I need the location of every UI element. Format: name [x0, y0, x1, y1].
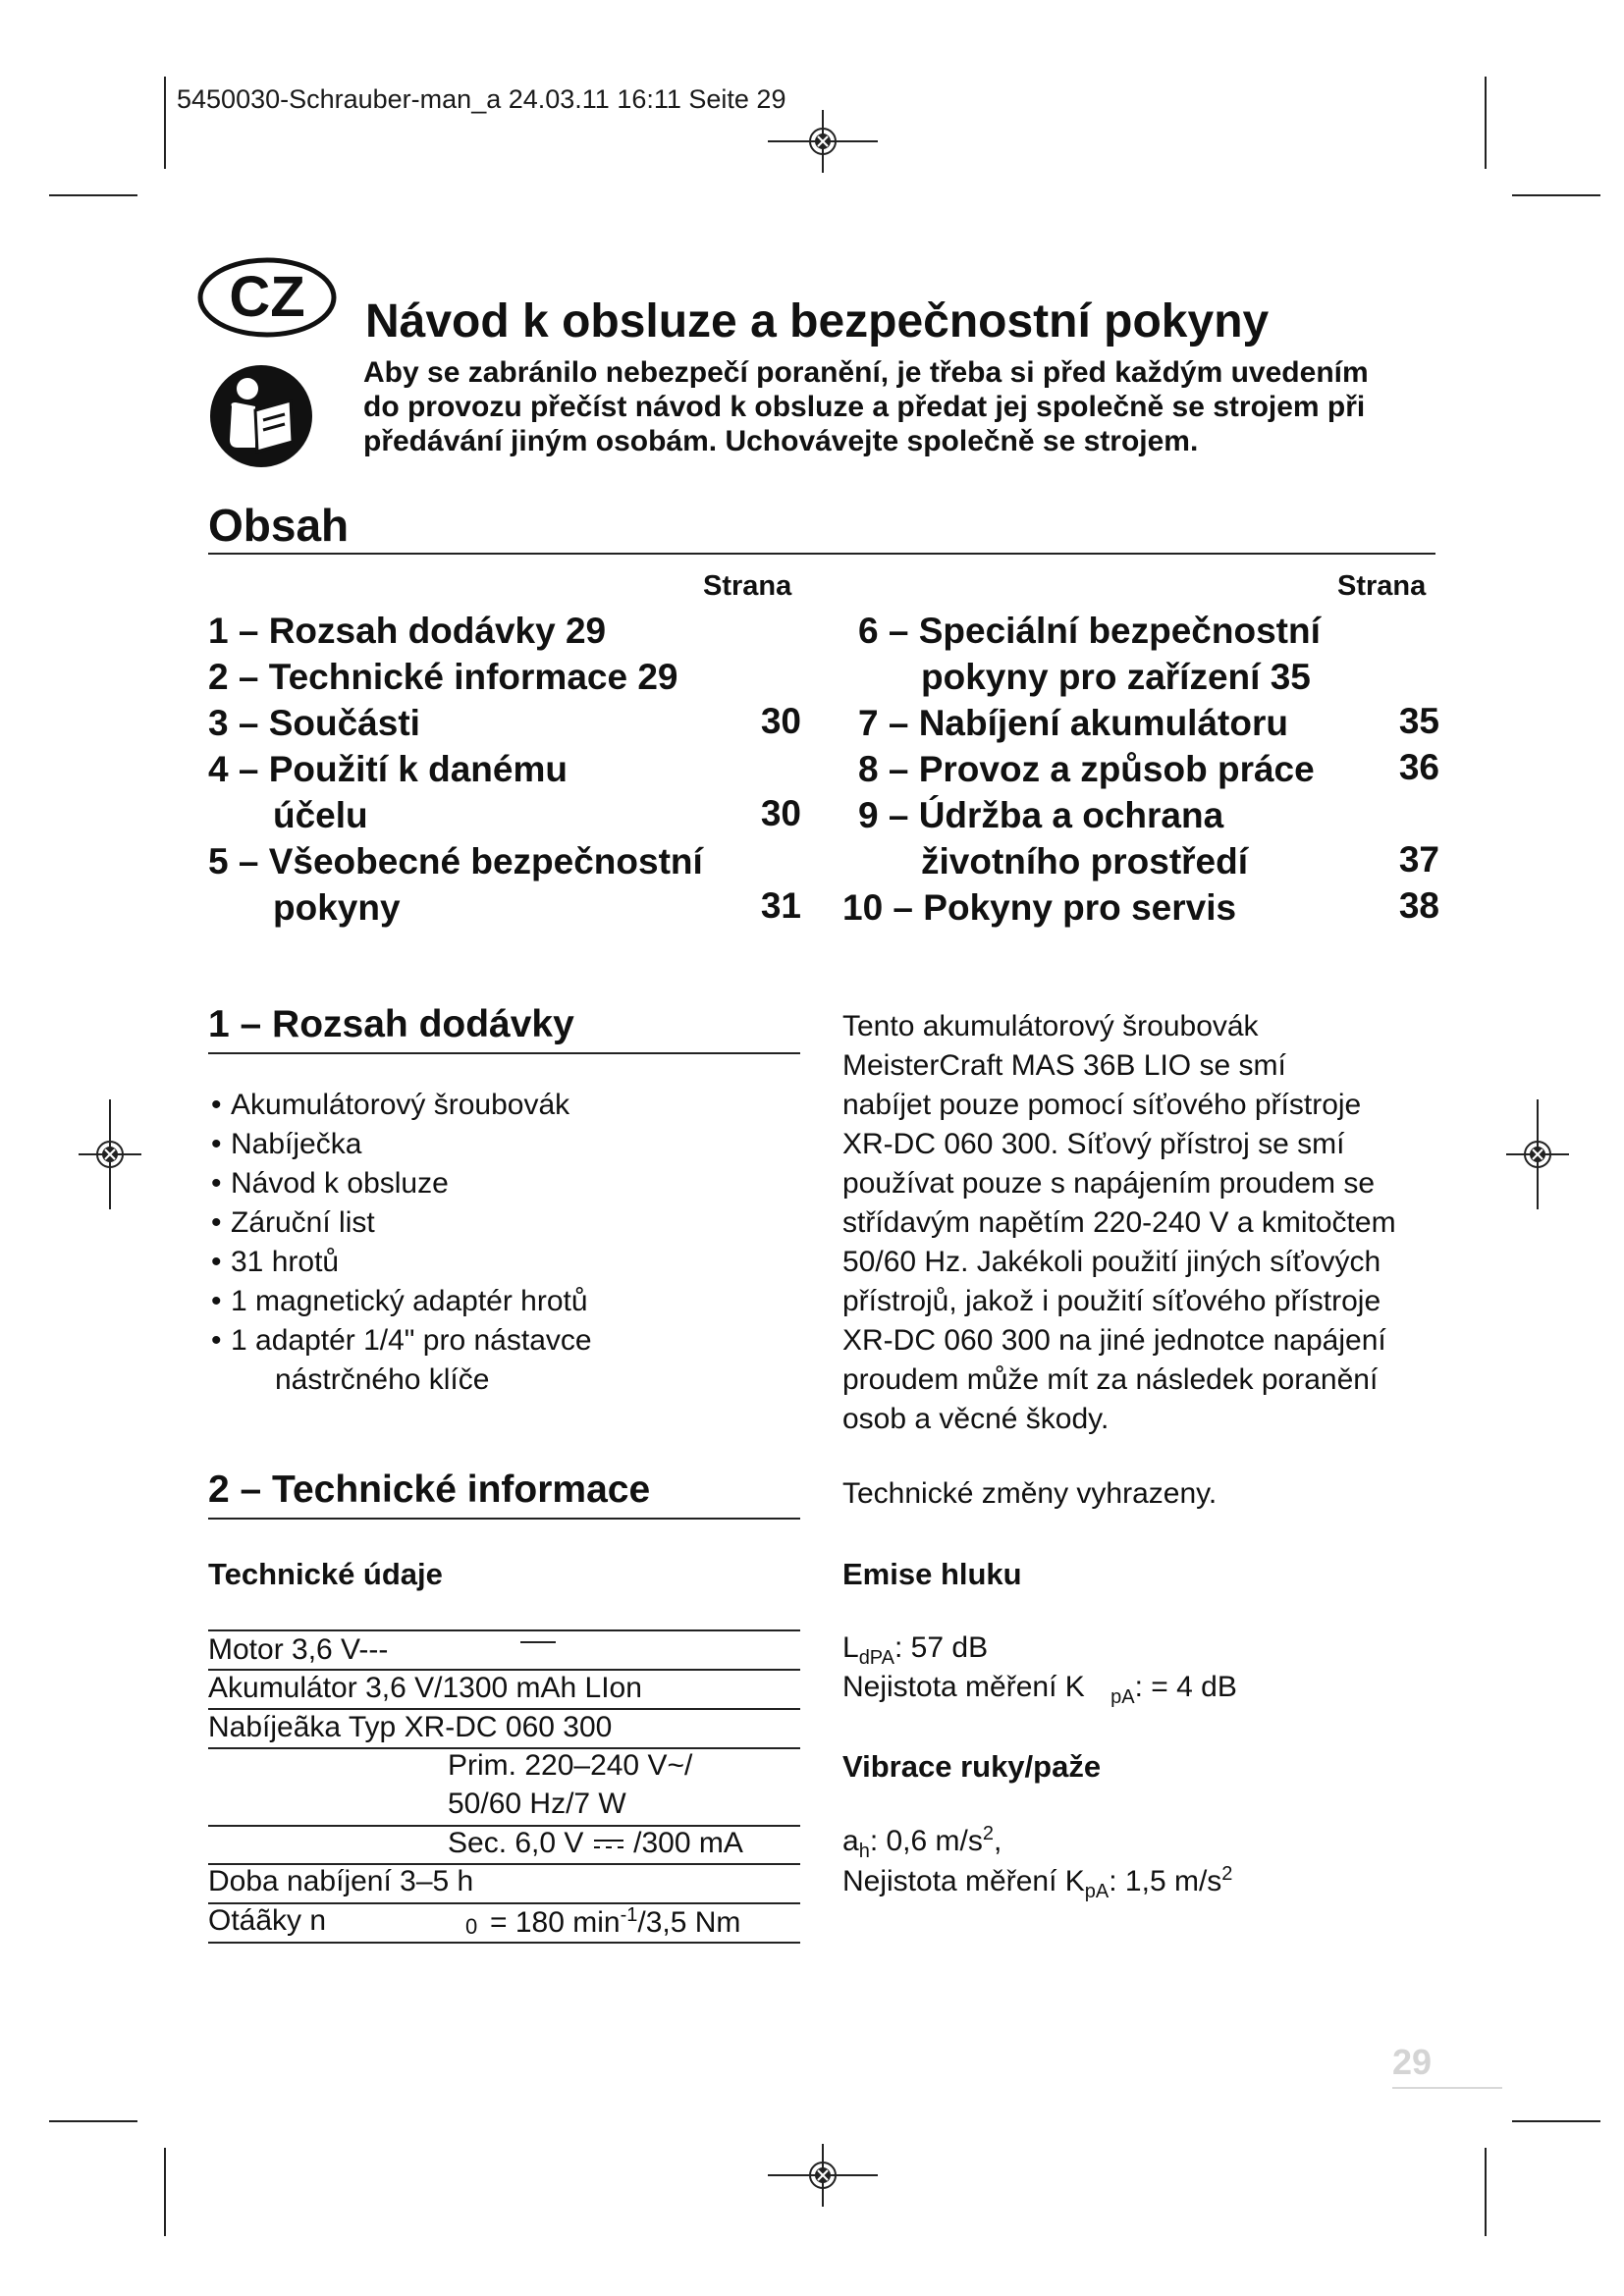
- divider: [208, 553, 1435, 555]
- table-rule: [208, 1942, 800, 1944]
- vibration-uncertainty-exponent: 2: [1221, 1863, 1233, 1885]
- spec-secondary-current: /300 mA: [633, 1827, 743, 1859]
- noise-subscript: dPA: [858, 1647, 895, 1669]
- toc-item: pokyny pro zařízení 35: [921, 657, 1311, 697]
- crop-mark: [1485, 77, 1487, 169]
- divider: [208, 1518, 800, 1520]
- toc-item-page: 31: [760, 885, 801, 926]
- technical-changes-note: Technické změny vyhrazeny.: [842, 1477, 1218, 1510]
- page-title: Návod k obsluze a bezpečnostní pokyny: [365, 295, 1270, 347]
- spec-speed: [208, 1904, 797, 1938]
- spec-motor: Motor 3,6 V---: [208, 1633, 389, 1666]
- crop-mark: [164, 77, 166, 169]
- toc-item: 10 – Pokyny pro servis: [842, 887, 1237, 928]
- text-line: používat pouze s napájením proudem se: [842, 1167, 1376, 1200]
- text-line: Tento akumulátorový šroubovák: [842, 1010, 1259, 1042]
- text-line: osob a věcné škody.: [842, 1403, 1110, 1435]
- table-rule: [208, 1669, 800, 1671]
- vibration-exponent: 2: [982, 1823, 994, 1844]
- section-heading: 1 – Rozsah dodávky: [208, 1003, 574, 1045]
- spec-speed-subscript: 0: [465, 1914, 478, 1939]
- list-item: • 1 magnetický adaptér hrotů: [211, 1285, 588, 1317]
- country-code-text: CZ: [229, 265, 305, 329]
- vibration-subscript: h: [858, 1841, 870, 1862]
- noise-uncertainty-label: Nejistota měření K: [842, 1671, 1085, 1703]
- crop-mark: [1512, 2120, 1600, 2122]
- spec-primary: Prim. 220–240 V~/: [448, 1749, 693, 1782]
- noise-level: [842, 1631, 988, 1670]
- toc-item: 5 – Všeobecné bezpečnostní: [208, 841, 703, 881]
- text-line: MeisterCraft MAS 36B LIO se smí: [842, 1049, 1286, 1082]
- list-item-text: Akumulátorový šroubovák: [231, 1089, 570, 1121]
- intro-line: Aby se zabránilo nebezpečí poranění, je třeba si před každým uvedením: [363, 356, 1369, 389]
- list-item-continuation: nástrčného klíče: [275, 1363, 490, 1396]
- intro-line: předávání jiným osobám. Uchovávejte společně se strojem.: [363, 425, 1199, 457]
- text-line: střídavým napětím 220-240 V a kmitočtem: [842, 1206, 1396, 1239]
- list-item-text: 1 adaptér 1/4" pro nástavce: [231, 1324, 592, 1357]
- crop-mark: [49, 2120, 137, 2122]
- toc-page-label-left: Strana: [703, 570, 792, 602]
- country-code-badge: [196, 255, 338, 340]
- list-item: • Návod k obsluze: [211, 1167, 449, 1200]
- text-line: proudem může mít za následek poranění: [842, 1363, 1379, 1396]
- intro-paragraph: [363, 355, 1463, 458]
- text-line: nabíjet pouze pomocí síťového přístroje: [842, 1089, 1362, 1121]
- text-line: přístrojů, jakož i použití síťového přístroje: [842, 1285, 1381, 1317]
- divider: [208, 1052, 800, 1054]
- registration-mark-icon: [768, 110, 878, 173]
- sub-heading: Technické údaje: [208, 1557, 443, 1591]
- toc-item: 9 – Údržba a ochrana: [858, 795, 1224, 835]
- registration-mark-icon: [79, 1099, 141, 1209]
- crop-mark: [1512, 194, 1600, 196]
- vibration-amount: : 0,6 m/s: [869, 1825, 983, 1857]
- sub-heading: Emise hluku: [842, 1557, 1022, 1591]
- spec-torque: /3,5 Nm: [637, 1906, 741, 1939]
- text-line: XR-DC 060 300 na jiné jednotce napájení: [842, 1324, 1386, 1357]
- table-rule: [208, 1708, 800, 1710]
- toc-item: 7 – Nabíjení akumulátoru: [858, 703, 1288, 743]
- page-number-rule: [1392, 2087, 1502, 2089]
- spec-speed-exponent: -1: [620, 1904, 638, 1926]
- toc-item-page: 38: [1398, 885, 1439, 926]
- intro-line: do provozu přečíst návod k obsluze a předat jej společně se strojem při: [363, 391, 1366, 423]
- file-info-header: 5450030-Schrauber-man_a 24.03.11 16:11 Seite 29: [177, 84, 786, 114]
- vibration-uncertainty: [842, 1863, 1232, 1903]
- noise-uncertainty-value: : = 4 dB: [1134, 1671, 1237, 1703]
- spec-primary-frequency: 50/60 Hz/7 W: [448, 1788, 626, 1820]
- vibration-punctuation: ,: [993, 1825, 1002, 1857]
- list-item-text: 31 hrotů: [231, 1246, 340, 1278]
- text-line: XR-DC 060 300. Síťový přístroj se smí: [842, 1128, 1345, 1160]
- registration-mark-icon: [1506, 1099, 1569, 1209]
- noise-symbol: L: [842, 1631, 859, 1664]
- toc-item-page: 35: [1398, 701, 1439, 741]
- noise-value: : 57 dB: [894, 1631, 989, 1664]
- spec-secondary: [448, 1827, 743, 1860]
- list-item-text: Nabíječka: [231, 1128, 362, 1160]
- toc-item-page: 30: [760, 701, 801, 741]
- vibration-value: [842, 1823, 1001, 1863]
- toc-item: 3 – Součásti: [208, 703, 420, 743]
- list-item: • 1 adaptér 1/4" pro nástavce: [211, 1324, 592, 1357]
- toc-item: 4 – Použití k danému: [208, 749, 568, 789]
- dc-symbol-icon: [592, 1835, 625, 1854]
- section-heading: 2 – Technické informace: [208, 1468, 651, 1511]
- list-item: • Akumulátorový šroubovák: [211, 1089, 570, 1121]
- toc-item: 2 – Technické informace 29: [208, 657, 678, 697]
- noise-uncertainty-subscript: pA: [1110, 1686, 1135, 1708]
- sub-heading: Vibrace ruky/paže: [842, 1749, 1102, 1784]
- table-rule: [208, 1629, 800, 1631]
- spec-speed-label: Otáãky n: [208, 1904, 327, 1937]
- toc-page-label-right: Strana: [1337, 570, 1427, 602]
- vibration-uncertainty-value: : 1,5 m/s: [1109, 1865, 1222, 1897]
- toc-item: účelu: [273, 795, 368, 835]
- charger-info-paragraph: [842, 1007, 1461, 1439]
- toc-item: 6 – Speciální bezpečnostní: [858, 611, 1321, 651]
- list-item-text: Návod k obsluze: [231, 1167, 449, 1200]
- toc-heading: Obsah: [208, 500, 350, 551]
- dc-symbol: [520, 1641, 556, 1643]
- vibration-symbol: a: [842, 1825, 859, 1857]
- crop-mark: [164, 2148, 166, 2236]
- registration-mark-icon: [768, 2144, 878, 2207]
- spec-charge-time: Doba nabíjení 3–5 h: [208, 1865, 474, 1897]
- toc-item-page: 36: [1398, 747, 1439, 787]
- list-item: • 31 hrotů: [211, 1246, 340, 1278]
- spec-accumulator: Akumulátor 3,6 V/1300 mAh LIon: [208, 1672, 642, 1704]
- toc-item: 8 – Provoz a způsob práce: [858, 749, 1315, 789]
- toc-item-page: 30: [760, 793, 801, 833]
- vibration-uncertainty-subscript: pA: [1084, 1881, 1110, 1902]
- spec-charger: Nabíjeãka Typ XR-DC 060 300: [208, 1711, 613, 1743]
- list-item-text: 1 magnetický adaptér hrotů: [231, 1285, 588, 1317]
- list-item: • Nabíječka: [211, 1128, 362, 1160]
- text-line: 50/60 Hz. Jakékoli použití jiných síťových: [842, 1246, 1381, 1278]
- noise-uncertainty: [842, 1671, 1237, 1709]
- crop-mark: [1485, 2148, 1487, 2236]
- spec-secondary-voltage: Sec. 6,0 V: [448, 1827, 584, 1859]
- toc-item: životního prostředí: [921, 841, 1248, 881]
- list-item-text: Záruční list: [231, 1206, 375, 1239]
- toc-item-page: 37: [1398, 839, 1439, 880]
- toc-item: pokyny: [273, 887, 401, 928]
- list-item: • Záruční list: [211, 1206, 375, 1239]
- read-manual-icon: [208, 363, 314, 469]
- crop-mark: [49, 194, 137, 196]
- vibration-uncertainty-label: Nejistota měření K: [842, 1865, 1085, 1897]
- toc-item: 1 – Rozsah dodávky 29: [208, 611, 607, 651]
- spec-speed-value: = 180 min: [490, 1906, 621, 1939]
- page-number: 29: [1392, 2042, 1433, 2082]
